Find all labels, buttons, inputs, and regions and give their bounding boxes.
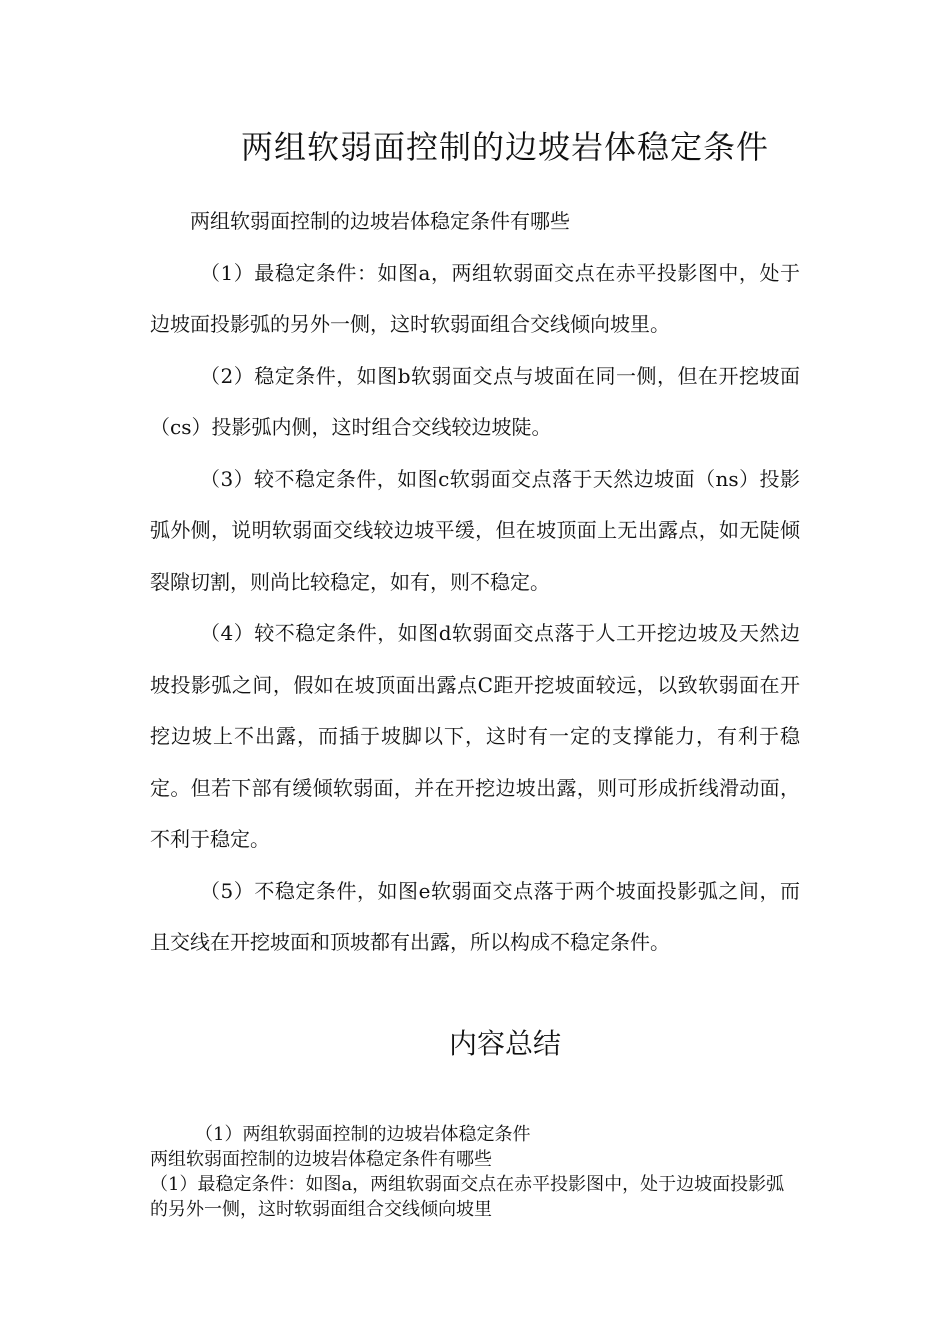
document-body <box>150 196 800 969</box>
summary-section <box>150 1122 800 1222</box>
summary-line-1: （1）两组软弱面控制的边坡岩体稳定条件 <box>195 1124 531 1145</box>
paragraph-1: （1）最稳定条件：如图a，两组软弱面交点在赤平投影图中，处于边坡面投影弧的另外一侧，这时软弱面组合交线倾向坡里。 <box>150 260 800 336</box>
paragraph-3: （3）较不稳定条件，如图c软弱面交点落于天然边坡面（ns）投影弧外侧，说明软弱面交线较边坡平缓，但在坡顶面上无出露点，如无陡倾裂隙切割，则尚比较稳定，如有，则不稳定。 <box>150 466 800 594</box>
paragraph-4: （4）较不稳定条件，如图d软弱面交点落于人工开挖边坡及天然边坡投影弧之间，假如在坡顶面出露点C距开挖坡面较远，以致软弱面在开挖边坡上不出露，而插于坡脚以下，这时有一定的支撑能力，有利于稳定。但若下部有缓倾软弱面，并在开挖边坡出露，则可形成折线滑动面，不利于稳定。 <box>150 621 800 851</box>
intro-paragraph: 两组软弱面控制的边坡岩体稳定条件有哪些 <box>190 209 570 233</box>
document-title: 两组软弱面控制的边坡岩体稳定条件 <box>240 128 769 166</box>
paragraph-5: （5）不稳定条件，如图e软弱面交点落于两个坡面投影弧之间，而且交线在开挖坡面和顶坡都有出露，所以构成不稳定条件。 <box>150 878 800 954</box>
summary-heading: 内容总结 <box>448 1027 561 1060</box>
paragraph-2: （2）稳定条件，如图b软弱面交点与坡面在同一侧，但在开挖坡面（cs）投影弧内侧，这时组合交线较边坡陡。 <box>150 363 800 439</box>
summary-line-3: （1）最稳定条件：如图a，两组软弱面交点在赤平投影图中，处于边坡面投影弧的另外一侧，这时软弱面组合交线倾向坡里 <box>150 1174 785 1220</box>
summary-line-2: 两组软弱面控制的边坡岩体稳定条件有哪些 <box>150 1149 492 1170</box>
